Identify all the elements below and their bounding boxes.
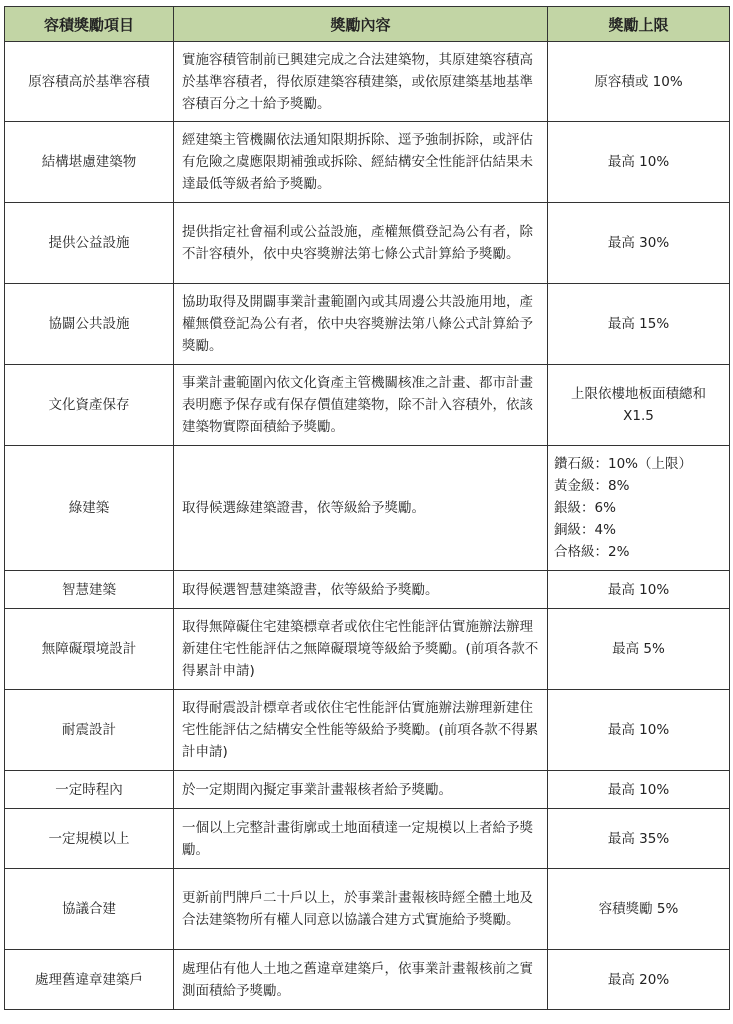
table-row <box>5 950 730 1010</box>
row-limit: 最高 10% <box>548 571 730 609</box>
row-limit: 最高 5% <box>548 609 730 690</box>
table-row <box>5 284 730 365</box>
row-content: 實施容積管制前已興建完成之合法建築物，其原建築容積高於基準容積者，得依原建築容積建築，或依原建築基地基準容積百分之十給予獎勵。 <box>174 42 548 122</box>
limit-line: 銀級：6% <box>554 500 616 516</box>
table-row <box>5 203 730 284</box>
table-row <box>5 365 730 446</box>
row-limit: 原容積或 10% <box>548 42 730 122</box>
row-content: 取得無障礙住宅建築標章者或依住宅性能評估實施辦法辦理新建住宅性能評估之無障礙環境等級給予獎勵。(前項各款不得累計申請) <box>174 609 548 690</box>
limit-line: 鑽石級：10%（上限） <box>554 456 693 472</box>
table-row <box>5 771 730 809</box>
bonus-table <box>4 6 730 1010</box>
row-item: 處理舊違章建築戶 <box>5 950 174 1010</box>
row-content: 處理佔有他人土地之舊違章建築戶，依事業計畫報核前之實測面積給予獎勵。 <box>174 950 548 1010</box>
row-content: 協助取得及開闢事業計畫範圍內或其周邊公共設施用地，產權無償登記為公有者，依中央容獎辦法第八條公式計算給予獎勵。 <box>174 284 548 365</box>
row-limit: 容積獎勵 5% <box>548 869 730 950</box>
row-item: 協議合建 <box>5 869 174 950</box>
limit-line: 合格級：2% <box>554 544 630 560</box>
header-row <box>5 7 730 42</box>
row-content: 於一定期間內擬定事業計畫報核者給予獎勵。 <box>174 771 548 809</box>
table-row <box>5 446 730 571</box>
row-item: 文化資產保存 <box>5 365 174 446</box>
row-item: 無障礙環境設計 <box>5 609 174 690</box>
table-row <box>5 609 730 690</box>
row-limit: 最高 10% <box>548 122 730 203</box>
table-row <box>5 690 730 771</box>
header-item: 容積獎勵項目 <box>5 7 174 42</box>
limit-line: 黃金級：8% <box>554 478 630 494</box>
row-item: 結構堪慮建築物 <box>5 122 174 203</box>
row-item: 智慧建築 <box>5 571 174 609</box>
row-item: 一定時程內 <box>5 771 174 809</box>
row-limit: 最高 15% <box>548 284 730 365</box>
row-item: 綠建築 <box>5 446 174 571</box>
row-content: 更新前門牌戶二十戶以上，於事業計畫報核時經全體土地及合法建築物所有權人同意以協議合建方式實施給予獎勵。 <box>174 869 548 950</box>
row-content: 事業計畫範圍內依文化資產主管機關核准之計畫、都市計畫表明應予保存或有保存價值建築物，除不計入容積外，依該建築物實際面積給予獎勵。 <box>174 365 548 446</box>
row-limit: 最高 10% <box>548 690 730 771</box>
row-item: 耐震設計 <box>5 690 174 771</box>
row-item: 一定規模以上 <box>5 809 174 869</box>
row-item: 提供公益設施 <box>5 203 174 284</box>
table-row <box>5 122 730 203</box>
row-content: 取得耐震設計標章者或依住宅性能評估實施辦法辦理新建住宅性能評估之結構安全性能等級給予獎勵。(前項各款不得累計申請) <box>174 690 548 771</box>
table-row <box>5 571 730 609</box>
row-limit: 最高 10% <box>548 771 730 809</box>
row-item: 協闢公共設施 <box>5 284 174 365</box>
row-limit: 最高 35% <box>548 809 730 869</box>
row-limit: 上限依樓地板面積總和 X1.5 <box>548 365 730 446</box>
row-limit: 最高 30% <box>548 203 730 284</box>
limit-line: 銅級：4% <box>554 522 616 538</box>
row-limit-list <box>548 446 730 571</box>
row-content: 一個以上完整計畫街廓或土地面積達一定規模以上者給予獎勵。 <box>174 809 548 869</box>
table-row <box>5 869 730 950</box>
table-row <box>5 42 730 122</box>
header-limit: 獎勵上限 <box>548 7 730 42</box>
row-content: 經建築主管機關依法通知限期拆除、逕予強制拆除，或評估有危險之虞應限期補強或拆除、經結構安全性能評估結果未達最低等級者給予獎勵。 <box>174 122 548 203</box>
row-item: 原容積高於基準容積 <box>5 42 174 122</box>
row-limit: 最高 20% <box>548 950 730 1010</box>
table-row <box>5 809 730 869</box>
row-content: 取得候選綠建築證書，依等級給予獎勵。 <box>174 446 548 571</box>
row-content: 取得候選智慧建築證書，依等級給予獎勵。 <box>174 571 548 609</box>
header-content: 獎勵內容 <box>174 7 548 42</box>
row-content: 提供指定社會福利或公益設施，產權無償登記為公有者，除不計容積外，依中央容獎辦法第七條公式計算給予獎勵。 <box>174 203 548 284</box>
